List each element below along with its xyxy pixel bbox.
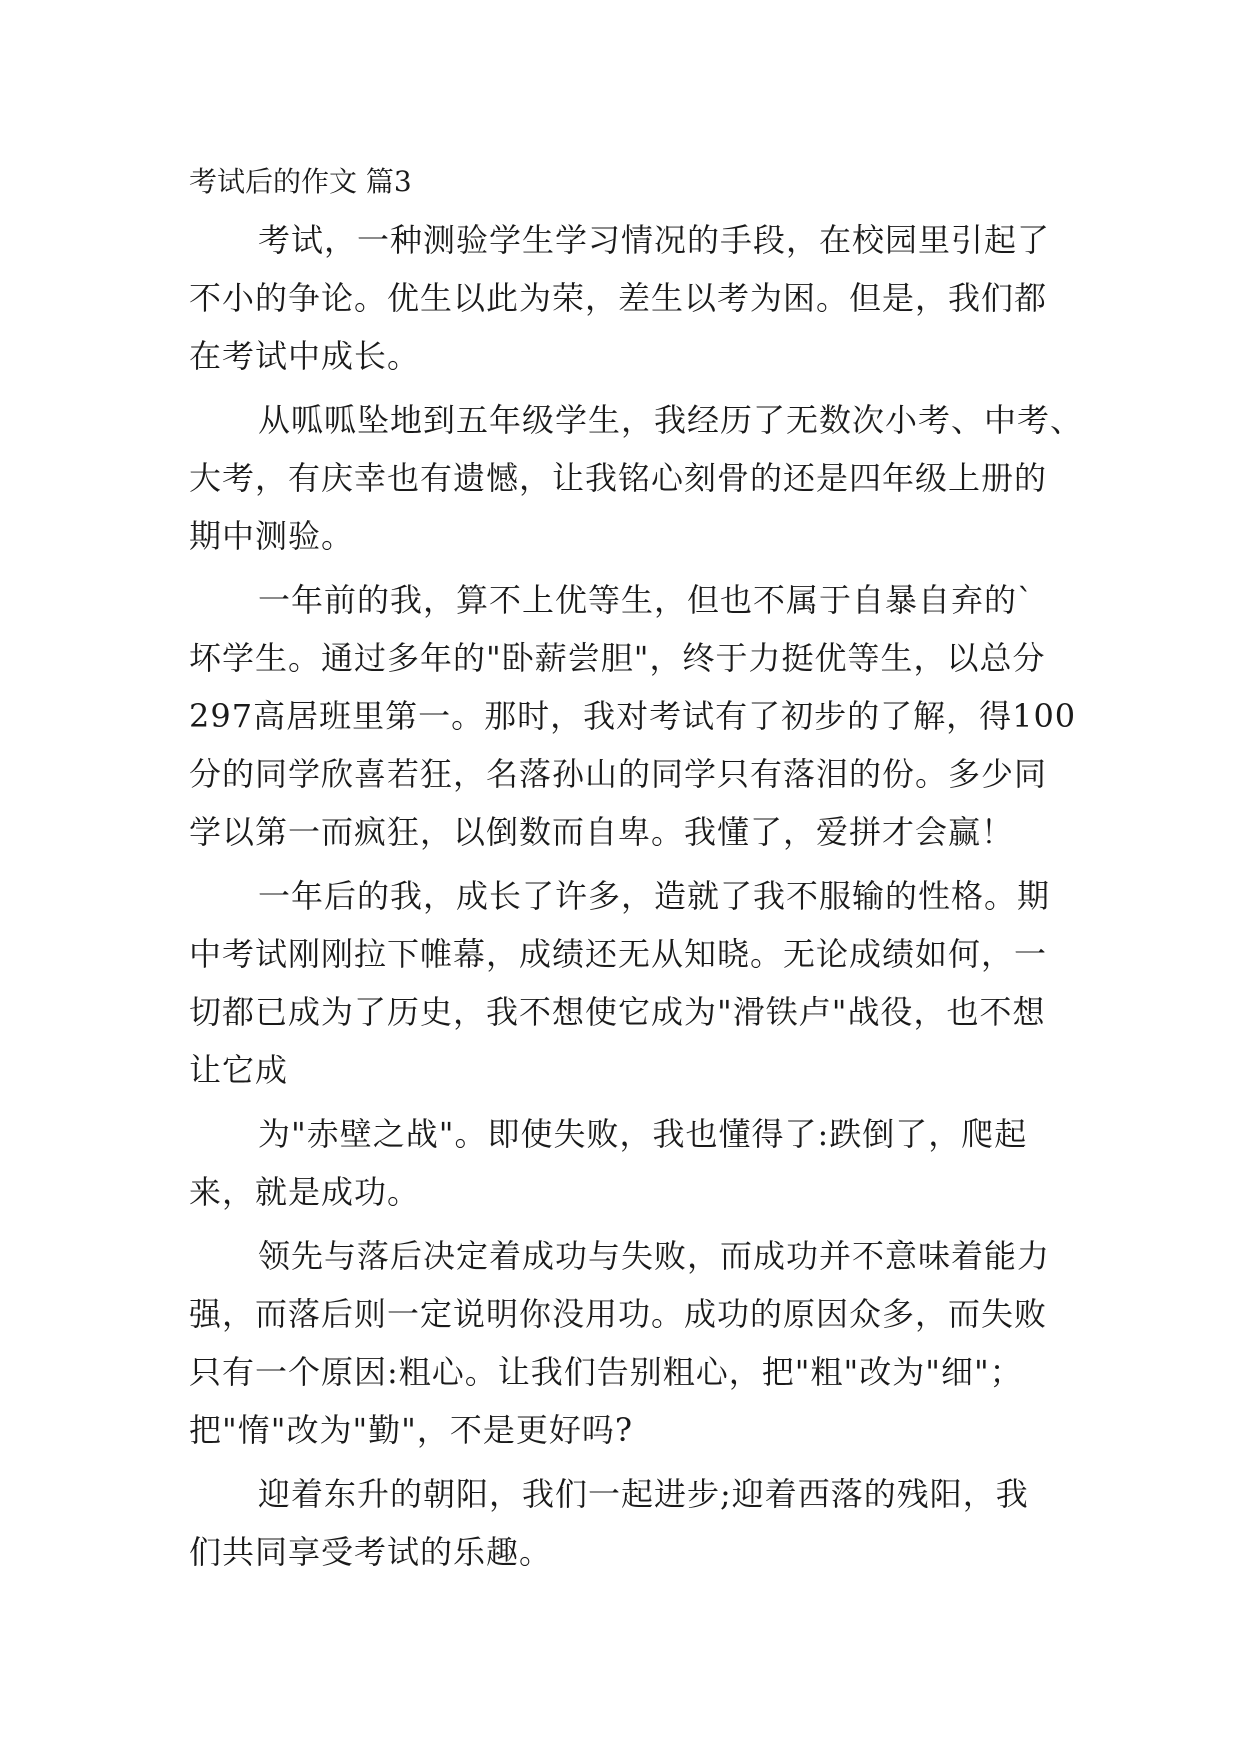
text-line: 只有一个原因:粗心。让我们告别粗心，把"粗"改为"细"； <box>189 1353 1023 1391</box>
text-line: 迎着东升的朝阳，我们一起进步;迎着西落的残阳，我 <box>258 1475 1029 1513</box>
text-line: 强，而落后则一定说明你没用功。成功的原因众多，而失败 <box>189 1295 1048 1333</box>
text-line: 大考，有庆幸也有遗憾，让我铭心刻骨的还是四年级上册的 <box>189 459 1048 497</box>
text-line: 们共同享受考试的乐趣。 <box>189 1533 553 1571</box>
text-line: 中考试刚刚拉下帷幕，成绩还无从知晓。无论成绩如何，一 <box>189 935 1048 973</box>
text-line: 把"惰"改为"勤"，不是更好吗? <box>189 1411 634 1449</box>
document-title: 考试后的作文 篇3 <box>189 165 412 198</box>
text-line: 一年后的我，成长了许多，造就了我不服输的性格。期 <box>258 877 1051 915</box>
text-line: 为"赤壁之战"。即使失败，我也懂得了:跌倒了，爬起 <box>258 1115 1028 1153</box>
text-line: 坏学生。通过多年的"卧薪尝胆"，终于力挺优等生，以总分 <box>189 639 1046 677</box>
text-line: 一年前的我，算不上优等生，但也不属于自暴自弃的` <box>258 581 1035 619</box>
text-line: 不小的争论。优生以此为荣，差生以考为困。但是，我们都 <box>189 279 1048 317</box>
text-line: 期中测验。 <box>189 517 355 555</box>
text-line: 从呱呱坠地到五年级学生，我经历了无数次小考、中考、 <box>258 401 1084 439</box>
text-line: 领先与落后决定着成功与失败，而成功并不意味着能力 <box>258 1237 1051 1275</box>
text-line: 297高居班里第一。那时，我对考试有了初步的了解，得100 <box>189 697 1077 735</box>
text-line: 学以第一而疯狂，以倒数而自卑。我懂了，爱拼才会赢！ <box>189 813 1015 851</box>
text-line: 切都已成为了历史，我不想使它成为"滑铁卢"战役，也不想 <box>189 993 1046 1031</box>
text-line: 来，就是成功。 <box>189 1173 421 1211</box>
text-line: 在考试中成长。 <box>189 337 421 375</box>
text-line: 让它成 <box>189 1051 289 1089</box>
text-line: 考试，一种测验学生学习情况的手段，在校园里引起了 <box>258 221 1051 259</box>
text-line: 分的同学欣喜若狂，名落孙山的同学只有落泪的份。多少同 <box>189 755 1048 793</box>
